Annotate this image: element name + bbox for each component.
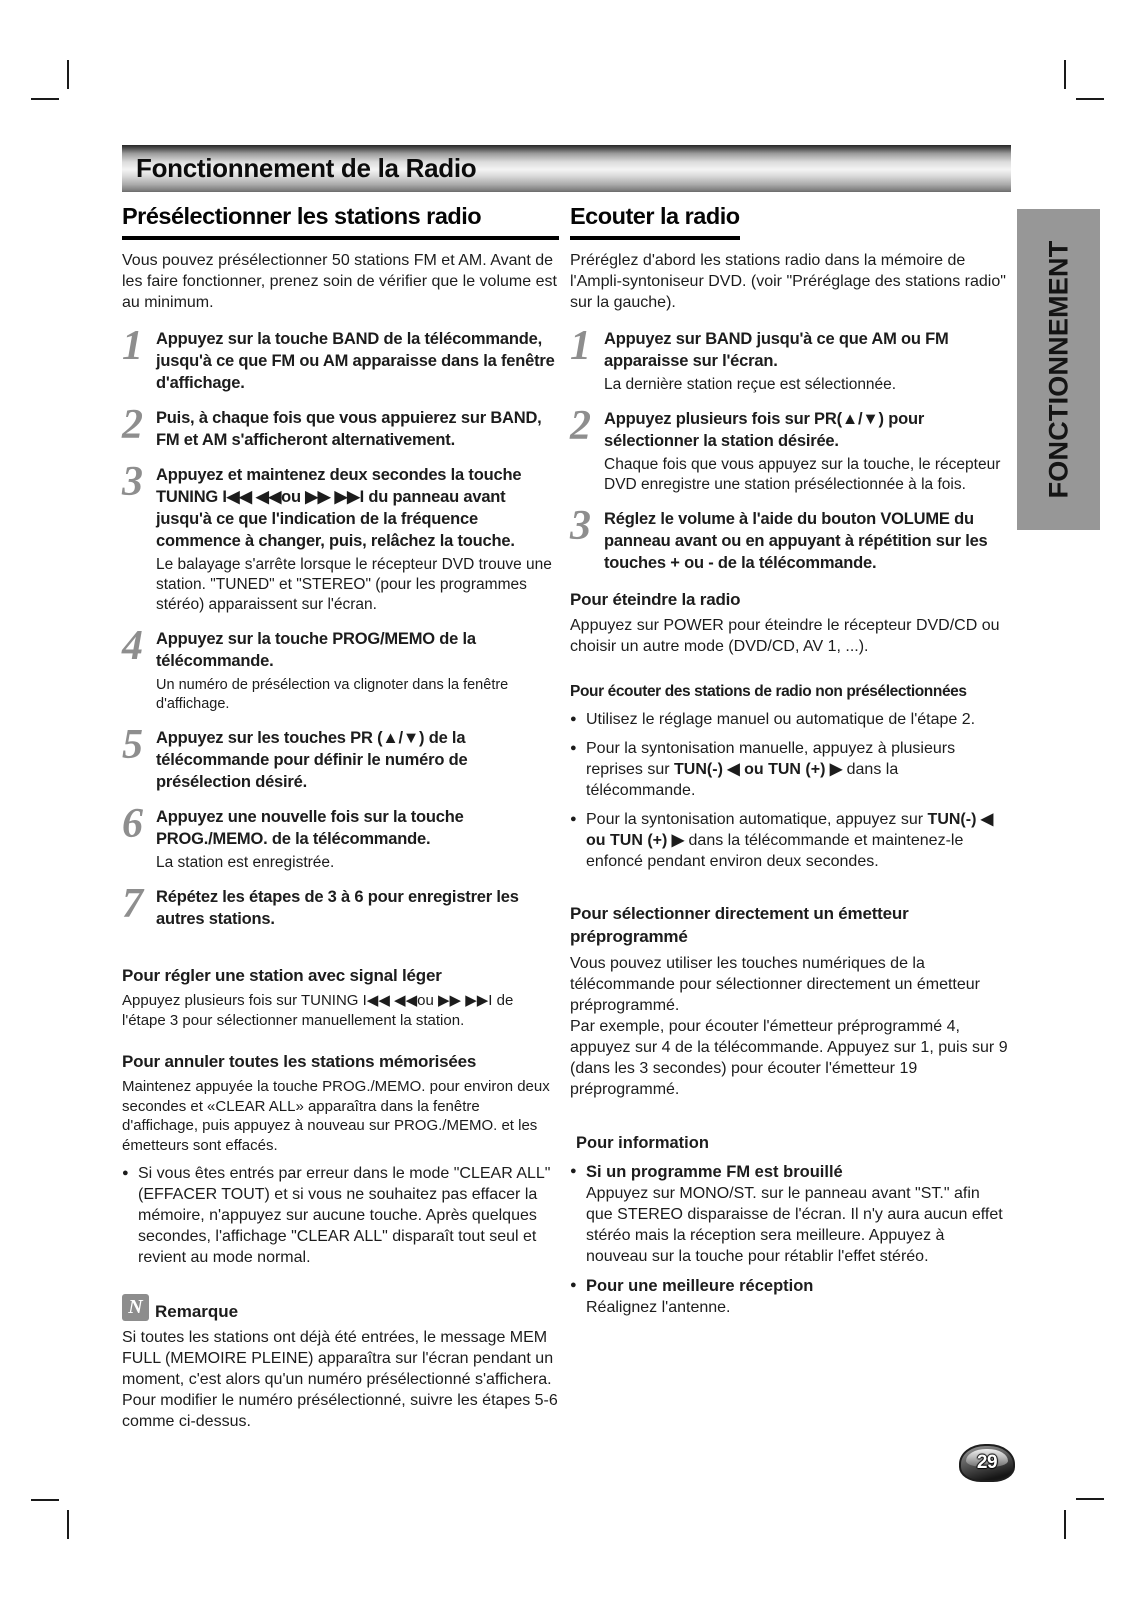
step-detail: Chaque fois que vous appuyez sur la touche, le récepteur DVD enregistre une station présélectionnée à la fois.: [604, 456, 1001, 493]
crop-mark-top-left-horizontal: [31, 98, 59, 100]
left-step-3: [122, 459, 559, 615]
crop-mark-top-right-vertical: [1064, 60, 1066, 89]
step-instruction: Appuyez sur la touche PROG/MEMO de la télécommande.: [156, 630, 476, 670]
non-preset-bullet-2-text: [586, 738, 1008, 801]
turn-off-heading: Pour éteindre la radio: [570, 590, 741, 609]
bullet-dot: ●: [570, 1165, 577, 1177]
chapter-title: Fonctionnement de la Radio: [136, 153, 477, 183]
info-item-1: [570, 1161, 1008, 1267]
left-intro-paragraph: Vous pouvez présélectionner 50 stations FM et AM. Avant de les faire fonctionner, prenez soin de vérifier que le volume est au minimum.: [122, 252, 557, 311]
step-instruction: Appuyez sur la touche BAND de la télécommande, jusqu'à ce que FM ou AM apparaisse dans la fenêtre d'affichage.: [156, 330, 555, 392]
step-number: 5: [122, 722, 143, 768]
clear-all-bullet-text: Si vous êtes entrés par erreur dans le mode "CLEAR ALL" (EFFACER TOUT) et si vous ne souhaitez pas effacer la mémoire, n'appuyez sur aucune touche. Après quelques secondes, l'affichage "CLEAR ALL" disparaît tout seul et revient au mode normal.: [138, 1165, 551, 1266]
bullet-dot: ●: [570, 713, 577, 725]
left-step-4: [122, 623, 559, 714]
info-item-2-text: [586, 1275, 1008, 1318]
step-number: 3: [122, 459, 143, 505]
bullet-dot: ●: [570, 742, 577, 754]
bullet-dot: ●: [570, 1279, 577, 1291]
section-weak-signal: [122, 966, 559, 1030]
direct-select-body-2: Par exemple, pour écouter l'émetteur préprogrammé 4, appuyez sur 4 de la télécommande. Appuyez sur 1, puis sur 9 (dans les 3 secondes) pour écouter l'émetteur 19 préprogrammé.: [570, 1018, 1008, 1098]
section-direct-select: [570, 902, 1008, 1100]
info-item-1-title: Si un programme FM est brouillé: [586, 1163, 843, 1181]
step-instruction: Appuyez sur BAND jusqu'à ce que AM ou FM apparaisse sur l'écran.: [604, 330, 949, 370]
info-item-2: [570, 1275, 1008, 1318]
step-detail: Un numéro de présélection va clignoter dans la fenêtre d'affichage.: [156, 677, 509, 712]
step-instruction: Appuyez et maintenez deux secondes la touche TUNING I◀◀ ◀◀ou ▶▶ ▶▶I du panneau avant jusqu'à ce que l'indication de la fréquence commence à changer, puis, relâchez la touche.: [156, 466, 522, 550]
note-block: [122, 1294, 559, 1432]
bullet-text-bold-segment: TUN(-) ◀ ou TUN (+) ▶: [674, 761, 843, 778]
step-instruction: Appuyez plusieurs fois sur PR(▲/▼) pour sélectionner la station désirée.: [604, 410, 925, 450]
step-number: 6: [122, 801, 143, 847]
non-preset-bullet-2: [570, 738, 1008, 801]
info-item-1-body: Appuyez sur MONO/ST. sur le panneau avant "ST." afin que STEREO disparaisse de l'écran. Il n'y aura aucun effet stéréo mais la réception sera meilleure. Appuyez à nouveau sur la touche pour rétablir l'effet stéréo.: [586, 1185, 1003, 1265]
page-number: 29: [976, 1452, 998, 1473]
bullet-text-segment: dans la télécommande.: [586, 761, 899, 799]
crop-mark-bottom-left-vertical: [67, 1510, 69, 1539]
info-item-1-text: [586, 1161, 1008, 1267]
step-instruction: Puis, à chaque fois que vous appuierez sur BAND, FM et AM s'afficheront alternativement.: [156, 409, 542, 449]
left-step-7: [122, 881, 559, 930]
section-title-preset-stations: Présélectionner les stations radio: [122, 203, 559, 240]
right-step-2: [570, 403, 1008, 495]
info-heading: Pour information: [576, 1134, 709, 1152]
left-step-5: [122, 722, 559, 793]
clear-all-bullet: [122, 1163, 559, 1268]
crop-mark-top-left-vertical: [67, 60, 69, 89]
bullet-dot: ●: [122, 1167, 129, 1179]
non-preset-bullet-1-text: Utilisez le réglage manuel ou automatique de l'étape 2.: [586, 711, 976, 728]
left-step-1: [122, 323, 559, 394]
bullet-text-segment: Pour la syntonisation automatique, appuyez sur: [586, 811, 928, 828]
step-detail: La dernière station reçue est sélectionnée.: [604, 376, 897, 393]
direct-select-heading: Pour sélectionner directement un émetteur préprogrammé: [570, 904, 909, 946]
note-label: Remarque: [155, 1302, 239, 1321]
section-info: [570, 1134, 1008, 1318]
right-step-3: [570, 503, 1008, 574]
step-number: 1: [570, 323, 591, 369]
left-column: [122, 203, 559, 1432]
step-instruction: Répétez les étapes de 3 à 6 pour enregistrer les autres stations.: [156, 888, 519, 928]
right-intro-paragraph: Préréglez d'abord les stations radio dans la mémoire de l'Ampli-syntoniseur DVD. (voir "Préréglage des stations radio" sur la gauche).: [570, 252, 1006, 311]
non-preset-bullet-3-text: [586, 809, 1008, 872]
left-step-6: [122, 801, 559, 873]
step-number: 3: [570, 503, 591, 549]
step-detail: La station est enregistrée.: [156, 854, 335, 871]
section-clear-all: [122, 1052, 559, 1268]
section-title-listen-radio: Ecouter la radio: [570, 203, 740, 240]
weak-signal-body: Appuyez plusieurs fois sur TUNING I◀◀ ◀◀ou ▶▶ ▶▶I de l'étape 3 pour sélectionner manuellement la station.: [122, 992, 514, 1029]
step-number: 2: [122, 402, 143, 448]
non-preset-bullet-3: [570, 809, 1008, 872]
crop-mark-top-right-horizontal: [1076, 98, 1104, 100]
bullet-dot: ●: [570, 813, 577, 825]
section-non-preset: [570, 683, 1008, 872]
non-preset-bullet-1: [570, 709, 1008, 730]
step-instruction: Réglez le volume à l'aide du bouton VOLUME du panneau avant ou en appuyant à répétition sur les touches + ou - de la télécommande.: [604, 510, 988, 572]
direct-select-body-1: Vous pouvez utiliser les touches numériques de la télécommande pour sélectionner directement un émetteur préprogrammé.: [570, 955, 980, 1014]
section-side-tab: [1017, 209, 1100, 530]
crop-mark-bottom-left-horizontal: [31, 1499, 59, 1501]
weak-signal-heading: Pour régler une station avec signal léger: [122, 966, 442, 985]
note-body: Si toutes les stations ont déjà été entrées, le message MEM FULL (MEMOIRE PLEINE) apparaîtra sur l'écran pendant un moment, c'est alors qu'un numéro présélectionné s'affichera. Pour modifier le numéro présélectionné, suivre les étapes 5-6 comme ci-dessus.: [122, 1329, 558, 1430]
step-number: 1: [122, 323, 143, 369]
crop-mark-bottom-right-horizontal: [1076, 1498, 1104, 1500]
page-number-badge: [959, 1444, 1015, 1482]
bullet-text-segment: dans la télécommande et maintenez-le enfoncé pendant environ deux secondes.: [586, 832, 964, 870]
step-instruction: Appuyez sur les touches PR (▲/▼) de la télécommande pour définir le numéro de présélection désiré.: [156, 729, 468, 791]
right-column: [570, 203, 1008, 1318]
step-instruction: Appuyez une nouvelle fois sur la touche PROG./MEMO. de la télécommande.: [156, 808, 464, 848]
chapter-header-bar: [122, 145, 1011, 192]
step-number: 7: [122, 881, 143, 927]
note-header: [122, 1294, 559, 1321]
side-tab-label: FONCTIONNEMENT: [1043, 240, 1074, 499]
section-turn-off: [570, 590, 1008, 657]
clear-all-heading: Pour annuler toutes les stations mémorisées: [122, 1052, 477, 1071]
bullet-text-bold-segment: TUN(-) ◀ ou TUN (+) ▶: [586, 811, 994, 849]
left-step-2: [122, 402, 559, 451]
step-detail: Le balayage s'arrête lorsque le récepteur DVD trouve une station. "TUNED" et "STEREO" (pour les programmes stéréo) apparaissent sur l'écran.: [156, 556, 552, 613]
info-item-2-title: Pour une meilleure réception: [586, 1277, 814, 1295]
clear-all-body: Maintenez appuyée la touche PROG./MEMO. pour environ deux secondes et «CLEAR ALL» apparaîtra dans la fenêtre d'affichage, puis appuyez à nouveau sur PROG./MEMO. et les émetteurs sont effacés.: [122, 1078, 550, 1154]
step-number: 2: [570, 403, 591, 449]
bullet-text-segment: Pour la syntonisation manuelle, appuyez à plusieurs reprises sur: [586, 740, 956, 778]
right-step-1: [570, 323, 1008, 395]
turn-off-body: Appuyez sur POWER pour éteindre le récepteur DVD/CD ou choisir un autre mode (DVD/CD, AV 1, ...).: [570, 617, 1000, 655]
step-number: 4: [122, 623, 143, 669]
note-icon: N: [122, 1294, 149, 1321]
info-item-2-body: Réalignez l'antenne.: [586, 1299, 731, 1316]
crop-mark-bottom-right-vertical: [1064, 1510, 1066, 1539]
non-preset-heading: Pour écouter des stations de radio non présélectionnées: [570, 683, 967, 700]
